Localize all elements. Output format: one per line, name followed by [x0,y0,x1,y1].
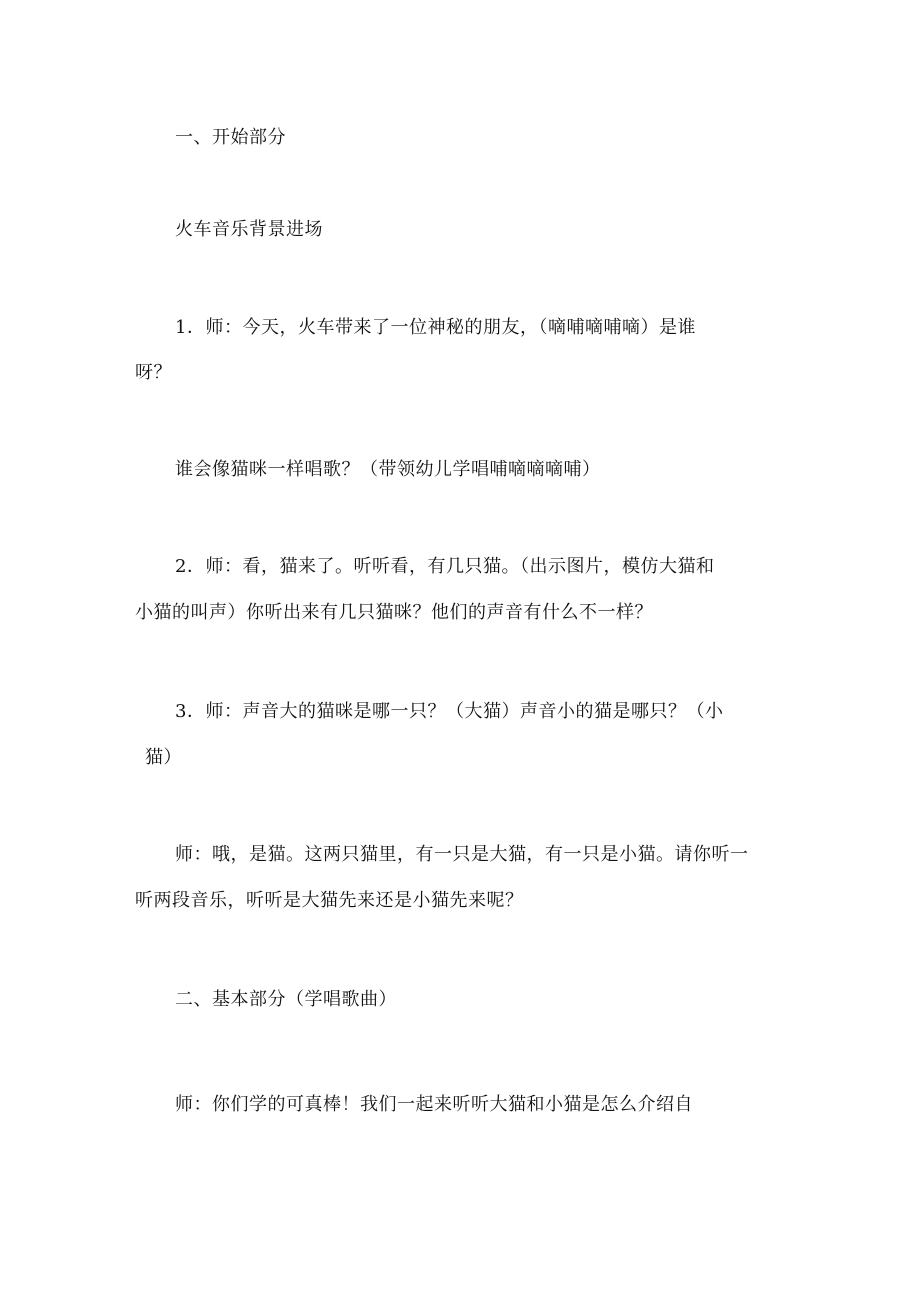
paragraph-sing-like-cat: 谁会像猫咪一样唱歌？（带领幼儿学唱哺嘀嘀嘀哺） [175,459,601,480]
paragraph-2-line-1: 2．师：看，猫来了。听听看，有几只猫。（出示图片，模仿大猫和 [175,556,715,577]
section-heading-start: 一、开始部分 [175,127,286,148]
paragraph-teacher-praise: 师：你们学的可真棒！我们一起来听听大猫和小猫是怎么介绍自 [175,1094,693,1115]
paragraph-train-music: 火车音乐背景进场 [175,219,323,240]
paragraph-3-line-1: 3．师：声音大的猫咪是哪一只？（大猫）声音小的猫是哪只？（小 [175,701,724,722]
paragraph-1-line-2: 呀？ [135,362,172,383]
paragraph-two-cats-line-1: 师：哦，是猫。这两只猫里，有一只是大猫，有一只是小猫。请你听一 [175,844,749,865]
paragraph-1-line-1: 1．师：今天，火车带来了一位神秘的朋友，（嘀哺嘀哺嘀）是谁 [175,317,696,338]
paragraph-two-cats-line-2: 听两段音乐，听听是大猫先来还是小猫先来呢？ [135,890,524,911]
section-heading-basic: 二、基本部分（学唱歌曲） [175,989,397,1010]
paragraph-3-line-2: 猫） [145,747,182,768]
paragraph-2-line-2: 小猫的叫声）你听出来有几只猫咪？他们的声音有什么不一样？ [135,602,653,623]
